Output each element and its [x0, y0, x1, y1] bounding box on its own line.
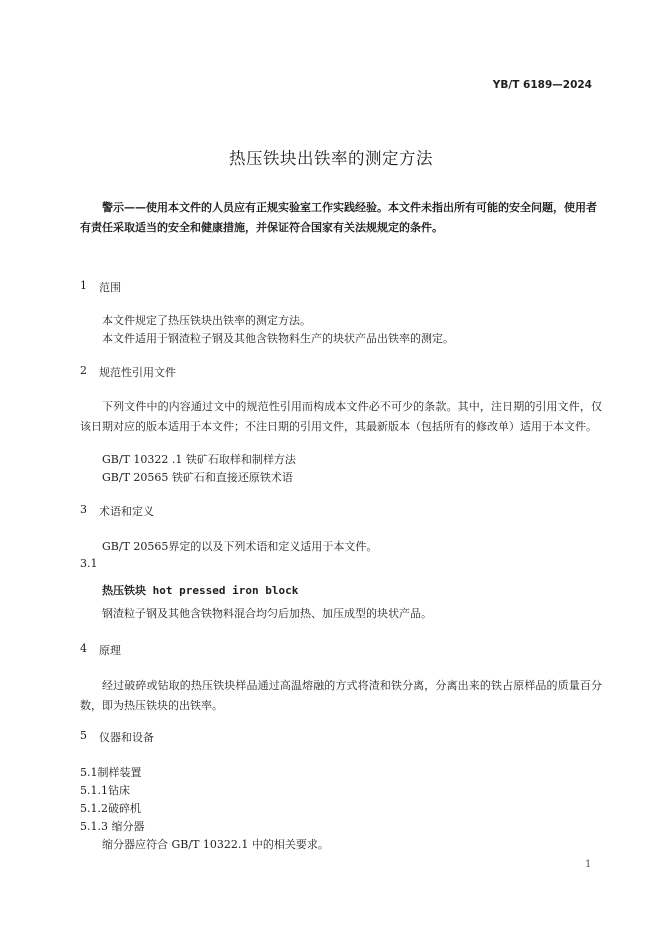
- section-1-paragraph-1: 本文件规定了热压铁块出铁率的测定方法。: [102, 314, 311, 327]
- list-item-5-1-3: 5.1.3 缩分器: [80, 820, 145, 833]
- safety-warning: 警示——使用本文件的人员应有正规实验室工作实践经验。本文件未指出所有可能的安全问题，使用者有责任采取适当的安全和健康措施，并保证符合国家有关法规规定的条件。: [80, 201, 597, 234]
- page-number: 1: [585, 859, 592, 870]
- list-item-5-1: 5.1制样装置: [80, 766, 142, 779]
- section-1-paragraph-2: 本文件适用于钢渣粒子钢及其他含铁物料生产的块状产品出铁率的测定。: [102, 332, 454, 345]
- section-5-title: 仪器和设备: [99, 731, 154, 744]
- standard-code: YB/T 6189—2024: [492, 79, 592, 91]
- section-5-number: 5: [80, 729, 87, 742]
- section-3-paragraph-1: GB/T 20565界定的以及下列术语和定义适用于本文件。: [102, 540, 378, 553]
- term-definition: 钢渣粒子钢及其他含铁物料混合均匀后加热、加压成型的块状产品。: [102, 607, 432, 620]
- reference-1: GB/T 10322 .1 铁矿石取样和制样方法: [102, 453, 296, 466]
- reference-2: GB/T 20565 铁矿石和直接还原铁术语: [102, 471, 293, 484]
- term-heading: 热压铁块 hot pressed iron block: [102, 584, 299, 597]
- section-1-title: 范围: [99, 281, 121, 294]
- list-item-5-1-1: 5.1.1钻床: [80, 784, 130, 797]
- section-4-paragraph-1: 经过破碎或钻取的热压铁块样品通过高温熔融的方式将渣和铁分离，分离出来的铁占原样品的质量百分数，即为热压铁块的出铁率。: [80, 679, 602, 712]
- section-2-title: 规范性引用文件: [99, 366, 176, 379]
- section-3-number: 3: [80, 503, 87, 516]
- section-1-number: 1: [80, 279, 87, 292]
- section-4-number: 4: [80, 642, 87, 655]
- document-title: 热压铁块出铁率的测定方法: [229, 149, 433, 168]
- section-4-title: 原理: [99, 644, 121, 657]
- section-3-title: 术语和定义: [99, 505, 154, 518]
- section-5-paragraph-1: 缩分器应符合 GB/T 10322.1 中的相关要求。: [102, 838, 329, 851]
- section-2-paragraph-1: 下列文件中的内容通过文中的规范性引用而构成本文件必不可少的条款。其中，注日期的引用文件，仅该日期对应的版本适用于本文件；不注日期的引用文件，其最新版本（包括所有的修改单）适用于本文件。: [80, 400, 602, 433]
- list-item-5-1-2: 5.1.2破碎机: [80, 802, 141, 815]
- subsection-3-1-number: 3.1: [80, 557, 98, 570]
- section-2-number: 2: [80, 364, 87, 377]
